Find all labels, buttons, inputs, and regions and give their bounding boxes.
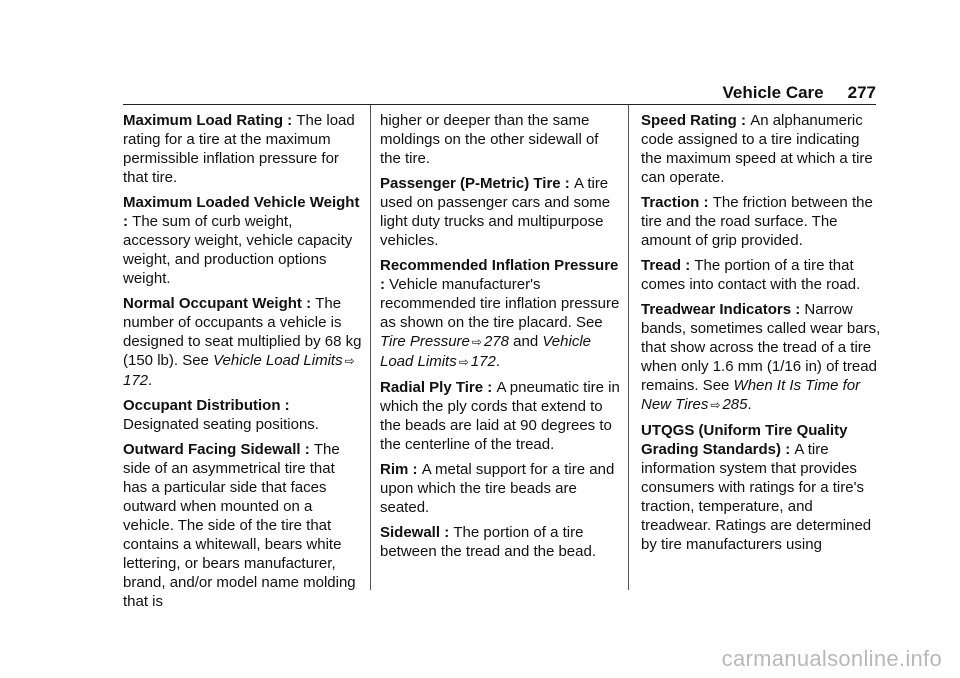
page-reference-icon: ⇨ <box>458 355 469 369</box>
header-rule <box>123 104 876 105</box>
cross-reference-link[interactable]: Vehicle Load Limits <box>213 352 343 369</box>
glossary-definition: A metal support for a tire and upon which the tire beads are seated. <box>380 461 615 516</box>
column-divider <box>628 105 629 590</box>
glossary-term: UTQGS (Uniform Tire Quality Grading Standards) <box>641 422 848 458</box>
glossary-entry <box>380 523 620 561</box>
glossary-term: Rim <box>380 461 409 478</box>
glossary-entry <box>123 440 363 611</box>
term-separator: : <box>560 175 574 192</box>
term-separator: : <box>123 213 133 230</box>
glossary-term: Normal Occupant Weight <box>123 295 302 312</box>
entry-tail: . <box>495 353 500 370</box>
column-2 <box>380 111 620 567</box>
page-reference-icon: ⇨ <box>344 354 355 368</box>
page-number: 277 <box>847 83 876 102</box>
glossary-entry <box>380 174 620 250</box>
term-separator: : <box>301 295 316 312</box>
page-reference-icon: ⇨ <box>471 335 482 349</box>
column-1 <box>123 111 363 617</box>
reference-connector: and <box>508 333 543 350</box>
glossary-entry <box>641 300 881 415</box>
glossary-term: Passenger (P-Metric) Tire <box>380 175 561 192</box>
glossary-term: Occupant Distribution <box>123 397 281 414</box>
term-separator: : <box>781 441 795 458</box>
term-separator: : <box>736 112 751 129</box>
term-separator: : <box>300 441 314 458</box>
glossary-term: Maximum Loaded Vehicle Weight <box>123 194 360 211</box>
glossary-entry <box>380 378 620 454</box>
page-reference-icon: ⇨ <box>710 398 721 412</box>
glossary-definition: The portion of a tire that comes into contact with the road. <box>641 257 861 293</box>
glossary-entry <box>380 256 620 372</box>
cross-reference-link[interactable]: Tire Pressure <box>380 333 470 350</box>
glossary-term: Maximum Load Rating <box>123 112 284 129</box>
entry-tail: . <box>148 372 153 389</box>
glossary-definition: The friction between the tire and the road surface. The amount of grip provided. <box>641 194 873 249</box>
glossary-term: Tread <box>641 257 682 274</box>
term-separator: : <box>440 524 454 541</box>
glossary-entry <box>641 193 881 250</box>
section-title: Vehicle Care <box>722 83 824 102</box>
glossary-term: Outward Facing Sidewall <box>123 441 301 458</box>
glossary-entry <box>641 421 881 554</box>
term-separator: : <box>283 112 297 129</box>
glossary-entry <box>123 294 363 390</box>
glossary-entry <box>123 193 363 288</box>
cross-reference-page[interactable]: 285 <box>722 396 748 413</box>
glossary-term: Radial Ply Tire <box>380 379 484 396</box>
term-separator: : <box>699 194 713 211</box>
cross-reference-link[interactable]: When It Is Time for New Tires <box>641 377 861 413</box>
glossary-definition: Narrow bands, sometimes called wear bars, that show across the tread of a tire when only 1.6 mm (1/16 in) of tread remains. See <box>641 301 881 394</box>
glossary-entry <box>380 460 620 517</box>
column-divider <box>370 105 371 590</box>
term-separator: : <box>681 257 695 274</box>
glossary-term: Speed Rating <box>641 112 737 129</box>
glossary-entry <box>641 111 881 187</box>
cross-reference-page[interactable]: 172 <box>470 353 496 370</box>
glossary-entry <box>641 256 881 294</box>
glossary-term: Recommended Inflation Pressure <box>380 257 619 274</box>
cross-reference-page[interactable]: 172 <box>123 372 149 389</box>
glossary-term: Treadwear Indicators <box>641 301 792 318</box>
glossary-definition: A tire used on passenger cars and some light duty trucks and multipurpose vehicles. <box>380 175 611 249</box>
entry-tail: . <box>747 396 752 413</box>
term-separator: : <box>408 461 422 478</box>
glossary-definition: A pneumatic tire in which the ply cords that extend to the beads are laid at 90 degrees to the centerline of the tread. <box>380 379 620 453</box>
glossary-definition: The load rating for a tire at the maximum permissible inflation pressure for that tire. <box>123 112 355 186</box>
glossary-term: Sidewall <box>380 524 441 541</box>
glossary-definition: The portion of a tire between the tread and the bead. <box>380 524 597 560</box>
term-separator: : <box>483 379 497 396</box>
glossary-definition: A tire information system that provides consumers with ratings for a tire's traction, temperature, and treadwear. Ratings are determined by tire manufacturers using <box>641 441 872 553</box>
glossary-definition: The number of occupants a vehicle is designed to seat multiplied by 68 kg (150 lb). See <box>123 295 362 369</box>
glossary-definition: The side of an asymmetrical tire that has a particular side that faces outward when mounted on a vehicle. The side of the tire that contains a whitewall, bears white lettering, or bears manufacturer, brand, and/or model name molding that is <box>123 441 356 610</box>
page-header <box>0 83 876 103</box>
watermark: carmanualsonline.info <box>721 646 942 671</box>
term-separator: : <box>280 397 290 414</box>
glossary-definition: The sum of curb weight, accessory weight, vehicle capacity weight, and production options weight. <box>123 213 353 287</box>
glossary-definition: An alphanumeric code assigned to a tire indicating the maximum speed at which a tire can operate. <box>641 112 873 186</box>
glossary-entry <box>380 111 620 168</box>
glossary-definition: higher or deeper than the same moldings on the other sidewall of the tire. <box>380 112 599 167</box>
term-separator: : <box>380 276 390 293</box>
glossary-term: Traction <box>641 194 700 211</box>
column-3 <box>641 111 881 560</box>
glossary-definition: Designated seating positions. <box>123 416 319 433</box>
glossary-definition: Vehicle manufacturer's recommended tire inflation pressure as shown on the tire placard. See <box>380 276 620 331</box>
term-separator: : <box>791 301 805 318</box>
cross-reference-link[interactable]: Vehicle Load Limits <box>380 333 591 370</box>
glossary-entry <box>123 111 363 187</box>
glossary-entry <box>123 396 363 434</box>
cross-reference-page[interactable]: 278 <box>483 333 509 350</box>
